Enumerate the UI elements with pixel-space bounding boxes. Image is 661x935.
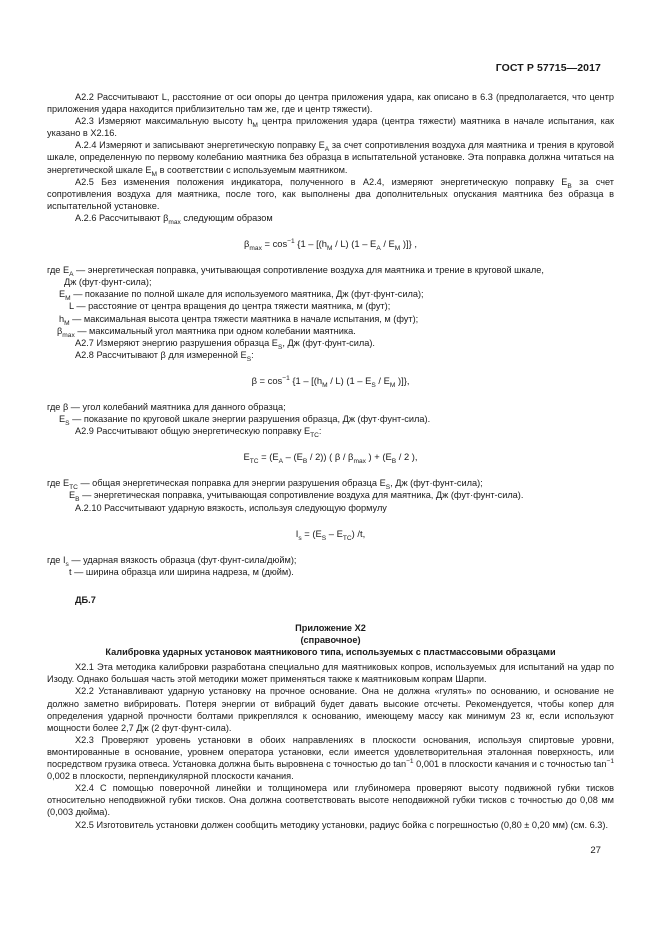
formula-beta: $\beta = \cos^{-1} \{1 - [(h_M / L)$ ($1 - E_S / E_M$ )]}, bbox=[251, 374, 410, 389]
paragraph-a2-10: А.2.10 Рассчитывают ударную вязкость, используя следующую формулу bbox=[75, 502, 387, 513]
definition-eb: $E_B$ — энергетическая поправка, учитывающая сопротивление воздуха для маятника, Дж (фут·фунт-сила). bbox=[69, 490, 524, 504]
definitions-formula-1 bbox=[47, 264, 614, 337]
definition-l: L — расстояние от центра вращения до центра тяжести маятника, м (фут); bbox=[69, 301, 391, 312]
paragraph-x2-3: Х2.3 Проверяют уровень установки в обоих направлениях в плоскости основания, используя спиртовые уровни, вмонтированные в основание, уровнем оператора установки, если имеется удовлетворительная эталонная поверхность, или посредством грузика отвеса. Установка должна быть выровнена с точностью до $\tan^{-1} 0,001$ в плоскости качания и с точностью $\tan^{-1} 0,002$ в плоскости, перпендикулярной плоскости качания. bbox=[47, 734, 614, 782]
paragraph-a2-2: А2.2 Рассчитывают L, расстояние от оси опоры до центра приложения удара, как описано в 6.3 (предполагается, что центр приложения удара находится приблизительно там же, где и центр тяжести). bbox=[47, 92, 614, 115]
definition-ea: где $E_A$ — энергетическая поправка, учитывающая сопротивление воздуха для маятника и трение в круговой шкале, bbox=[47, 265, 544, 278]
paragraph-x2-1: Х2.1 Эта методика калибровки разработана специально для маятниковых копров, используемых для испытаний на удар по Изоду. Однако большая часть этой методики может применяться также к маятниковым копрам Шарпи. bbox=[47, 662, 614, 685]
definitions-formula-4 bbox=[47, 554, 614, 578]
document-body bbox=[47, 91, 614, 831]
appendix-name: Калибровка ударных установок маятникового типа, используемых с пластмассовыми образцами bbox=[105, 647, 556, 658]
page-number: 27 bbox=[590, 845, 601, 856]
paragraph-a2-3: А2.3 Измеряют максимальную высоту $h_M$ центра приложения удара (центра тяжести) маятника в начале испытания, как указано в Х2.16. bbox=[47, 116, 614, 139]
definition-em: $E_M$ — показание по полной шкале для используемого маятника, Дж (фут·фунт-сила); bbox=[59, 289, 424, 303]
definitions-formula-2 bbox=[47, 401, 614, 425]
paragraph-x2-5: Х2.5 Изготовитель установки должен сообщить методику установки, радиус бойка с погрешностью (0,80 ± 0,20 мм) (см. 6.3). bbox=[75, 819, 609, 830]
paragraph-a2-6: А.2.6 Рассчитывают $\beta_{max}$ следующим образом bbox=[75, 212, 273, 226]
definition-beta-max: $\beta_{max}$ — максимальный угол маятника при одном колебании маятника. bbox=[57, 325, 356, 339]
formula-etc: $E_{TC} = (E_A - (E_B / 2))$ ( β / $\beta_{max}$ ) + ($E_B / 2$ ), bbox=[243, 451, 418, 466]
paragraph-a2-5: А2.5 Без изменения положения индикатора, полученного в А2.4, измеряют энергетическую поправку $E_B$ за счет сопротивления воздуха для маятника, после того, как выполнены два дополнительных опускания маятника без образца в испытательной установке. bbox=[47, 176, 614, 211]
paragraph-x2-4: Х2.4 С помощью поверочной линейки и толщиномера или глубиномера проверяют высоту подвижной губки тисков относительно неподвижной губки тисков. Она должна соответствовать высоте неподвижной губки тисков с точностью до 0,08 мм (0,003 дюйма). bbox=[47, 783, 614, 818]
formula-impact-strength: $I_s = (E_S - E_{TC})$ /t, bbox=[295, 527, 366, 542]
definition-t: t — ширина образца или ширина надреза, м (дюйм). bbox=[69, 566, 294, 577]
definition-es: $E_S$ — показание по круговой шкале энергии разрушения образца, Дж (фут·фунт-сила). bbox=[59, 414, 431, 427]
formula-beta-max: $\beta_{max} = \cos^{-1} \{1 - [(h_M / L)$ ($1 - E_A / E_M$ )]} , bbox=[244, 237, 417, 252]
appendix-status: (справочное) bbox=[300, 635, 361, 646]
paragraph-x2-2: Х2.2 Устанавливают ударную установку на прочное основание. Она не должна «гулять» по основанию, и основание не должно заметно вибрировать. Потеря энергии от вибраций будет давать высокие отсчеты. Рекомендуется, чтобы копер для определения ударной прочности болтами прикреплялся к основанию, имеющему массу как минимум 23 кг, если используют мощности более 2,7 Дж (2 фут·фунт-сила). bbox=[47, 686, 614, 733]
definition-etc: где $E_{TC}$ — общая энергетическая поправка для энергии разрушения образца $E_S$, Дж (фут·фунт-сила); bbox=[47, 478, 483, 492]
appendix-heading bbox=[47, 622, 614, 658]
definition-is: где $I_s$ — ударная вязкость образца (фут·фунт-сила/дюйм); bbox=[47, 554, 297, 568]
section-identifier: ДБ.7 bbox=[75, 594, 96, 605]
paragraph-a2-4: А.2.4 Измеряют и записывают энергетическую поправку $E_A$ за счет сопротивления воздуха для маятника и трения в круговой шкале, определенную по первому колебанию маятника без образца в испытательной установке. Эта поправка должна читаться на энергетической шкале $E_M$ в соответствии с используемым маятником. bbox=[47, 140, 614, 178]
definition-hm: $h_M$ — максимальная высота центра тяжести маятника в начале испытания, м (фут); bbox=[59, 313, 419, 327]
definitions-formula-3 bbox=[47, 477, 614, 504]
definition-ea-continued: Дж (фут·фунт-сила); bbox=[64, 277, 152, 288]
definition-beta: где β — угол колебаний маятника для данного образца; bbox=[47, 401, 286, 412]
paragraph-a2-7: А2.7 Измеряют энергию разрушения образца $E_S$, Дж (фут·фунт-сила). bbox=[75, 337, 375, 351]
appendix-title: Приложение Х2 bbox=[295, 623, 366, 633]
standard-number-header: ГОСТ Р 57715—2017 bbox=[495, 62, 601, 74]
paragraph-a2-8: А2.8 Рассчитывают β для измеренной $E_S$: bbox=[75, 349, 254, 363]
paragraph-a2-9: А2.9 Рассчитывают общую энергетическую поправку $E_{TC}$: bbox=[75, 426, 322, 439]
